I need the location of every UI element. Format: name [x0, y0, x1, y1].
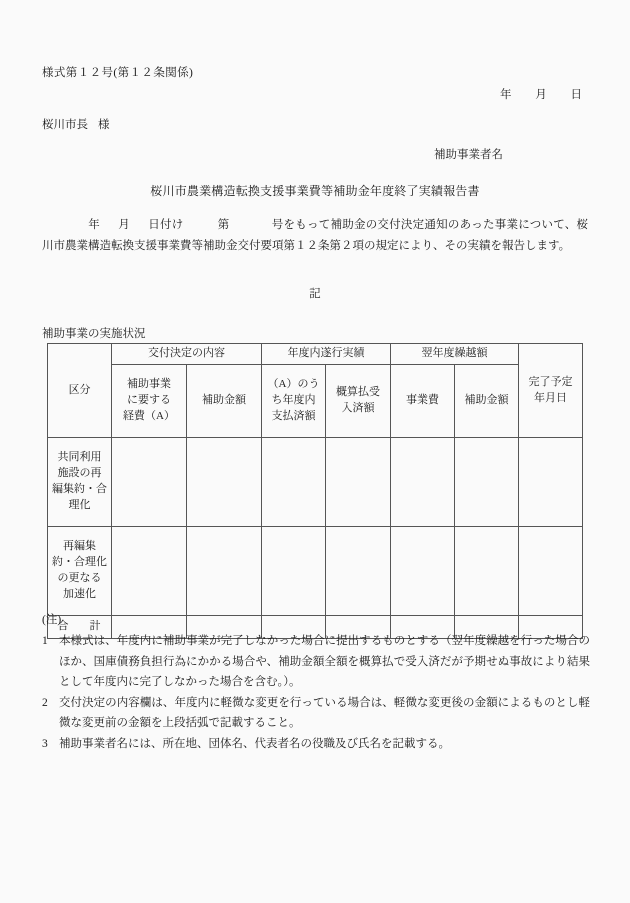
notes-section — [42, 610, 590, 754]
implementation-status-table-wrapper — [47, 343, 582, 639]
cell-input[interactable] — [391, 527, 455, 616]
body-day-suffix: 日付け — [148, 219, 184, 231]
header-kubun: 区分 — [48, 344, 112, 438]
cell-input[interactable] — [262, 527, 326, 616]
cell-input[interactable] — [455, 527, 519, 616]
header-shiharai-line2: ち年度内 — [271, 394, 316, 407]
cell-input[interactable] — [187, 438, 262, 527]
header-jigyohi: 事業費 — [391, 365, 455, 438]
table-body — [48, 438, 583, 639]
row1-label-line4: 理化 — [68, 498, 91, 511]
row2-label-line3: の更なる — [57, 572, 102, 584]
header-kanryo-line1: 完了予定 — [528, 375, 573, 388]
header-keihi-line1: 補助事業 — [127, 378, 171, 391]
header-keihi-line3: 経費（A） — [123, 409, 175, 422]
header-keihi — [112, 365, 187, 438]
row-label-kyodo-riyo — [48, 438, 112, 527]
notes-heading: (注) — [42, 614, 62, 626]
table-group-header-row — [48, 344, 583, 365]
note-number: 2 — [42, 696, 48, 709]
row2-label-line2: 約・合理化 — [52, 556, 107, 569]
addressee-name: 桜川市長 — [42, 119, 88, 131]
cell-input[interactable] — [262, 438, 326, 527]
note-item — [42, 693, 590, 734]
applicant-name-label: 補助事業者名 — [434, 149, 503, 161]
header-gaisan-line2: 入済額 — [341, 402, 375, 414]
ki-mark: 記 — [309, 288, 321, 300]
body-line-2: 市農業構造転換支援事業費等補助金交付要項第１２条第２項の規定により、その実績を報告します。 — [53, 240, 571, 253]
header-keihi-line2: に要する — [127, 394, 171, 407]
addressee-honorific: 様 — [98, 119, 110, 131]
total-label-text: 合 計 — [57, 620, 106, 633]
cell-input[interactable] — [391, 438, 455, 527]
body-paragraph — [42, 215, 588, 258]
date-year: 年 — [500, 89, 512, 101]
note-number: 1 — [42, 635, 48, 648]
header-kanryo-yotei — [519, 344, 583, 438]
cell-input[interactable] — [326, 438, 391, 527]
table-sub-header-row — [48, 365, 583, 438]
note-text: 補助事業者名には、所在地、団体名、代表者名の役職及び氏名を記載する。 — [59, 737, 450, 750]
row-label-saihen-shuyaku — [48, 527, 112, 616]
header-shiharai-zumi — [262, 365, 326, 438]
cell-input[interactable] — [519, 527, 583, 616]
row2-label-line1: 再編集 — [63, 540, 96, 553]
header-group-yokunendo: 翌年度繰越額 — [391, 344, 519, 365]
cell-input[interactable] — [326, 527, 391, 616]
implementation-status-table — [47, 343, 583, 639]
note-item — [42, 631, 590, 692]
row2-label-line4: 加速化 — [63, 587, 96, 600]
date-day: 日 — [570, 89, 582, 101]
header-shiharai-line3: 支払済額 — [271, 409, 316, 422]
table-row — [48, 438, 583, 527]
row1-label-line3: 編集約・合 — [52, 483, 107, 495]
body-month: 月 — [118, 219, 130, 231]
cell-input[interactable] — [112, 527, 187, 616]
header-hojokin-kofu: 補助金額 — [187, 365, 262, 438]
date-line — [500, 86, 582, 102]
cell-input[interactable] — [112, 438, 187, 527]
section-label: 補助事業の実施状況 — [42, 328, 146, 340]
cell-input[interactable] — [455, 438, 519, 527]
date-month: 月 — [535, 89, 547, 101]
body-year: 年 — [88, 219, 100, 231]
header-shiharai-line1: （A）のう — [267, 378, 320, 391]
note-item — [42, 734, 590, 754]
document-title: 桜川市農業構造転換支援事業費等補助金年度終了実績報告書 — [150, 184, 480, 198]
header-kanryo-line2: 年月日 — [534, 391, 567, 404]
cell-input[interactable] — [519, 438, 583, 527]
form-number: 様式第１２号(第１２条関係) — [42, 67, 194, 79]
header-group-kofu: 交付決定の内容 — [112, 344, 262, 365]
table-head — [48, 344, 583, 438]
row1-label-line2: 施設の再 — [57, 467, 102, 480]
header-gaisan-line1: 概算払受 — [336, 386, 380, 399]
body-number-suffix: 号をもって補助金の交付決定通知のあった事業について、桜川 — [42, 219, 589, 253]
header-gaisanbarai — [326, 365, 391, 438]
row1-label-line1: 共同利用 — [57, 451, 102, 464]
header-group-nendonai: 年度内遂行実績 — [262, 344, 391, 365]
note-number: 3 — [42, 737, 48, 750]
cell-input[interactable] — [187, 527, 262, 616]
note-text: 本様式は、年度内に補助事業が完了しなかった場合に提出するものとする（翌年度繰越を行った場合のほか、国庫債務負担行為にかかる場合や、補助金額全額を概算払で受入済だが予期せぬ事故により結果として年度内に完了しなかった場合を含む。）。 — [59, 635, 590, 689]
header-hojokin-kurikoshi: 補助金額 — [455, 365, 519, 438]
addressee-line — [42, 116, 110, 132]
body-number-prefix: 第 — [217, 219, 230, 231]
table-row — [48, 527, 583, 616]
note-text: 交付決定の内容欄は、年度内に軽微な変更を行っている場合は、軽微な変更後の金額によるものとし軽微な変更前の金額を上段括弧で記載すること。 — [59, 696, 590, 730]
